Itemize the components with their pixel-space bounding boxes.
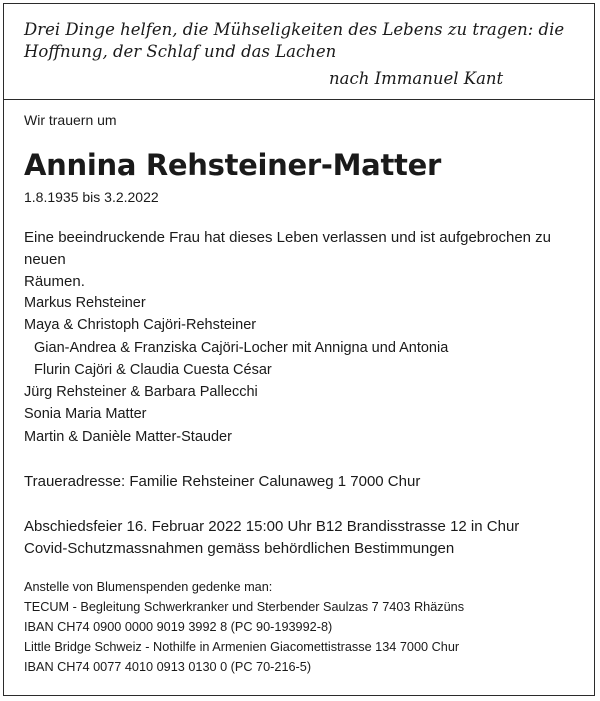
lead-line-2: Räumen.	[24, 273, 85, 290]
donation-line: IBAN CH74 0900 0000 9019 3992 8 (PC 90-193992-8)	[24, 620, 333, 634]
ceremony-line-2: Covid-Schutzmassnahmen gemäss behördlichen Bestimmungen	[24, 540, 455, 557]
ceremony-line-1: Abschiedsfeier 16. Februar 2022 15:00 Uhr B12 Brandisstrasse 12 in Chur	[24, 518, 520, 535]
quote-line-1: Drei Dinge helfen, die Mühseligkeiten des Lebens zu tragen: die	[24, 20, 565, 39]
mourner-entry: Jürg Rehsteiner & Barbara Pallecchi	[24, 384, 258, 401]
intro-text: Wir trauern um	[24, 112, 117, 128]
lead-line-1: Eine beeindruckende Frau hat dieses Leben verlassen und ist aufgebrochen zu neuen	[24, 229, 552, 268]
mourners-list	[24, 292, 448, 448]
mourner-entry: Martin & Danièle Matter-Stauder	[24, 428, 232, 445]
donations-block	[24, 577, 464, 677]
donation-line: IBAN CH74 0077 4010 0913 0130 0 (PC 70-216-5)	[24, 660, 312, 674]
donations-heading: Anstelle von Blumenspenden gedenke man:	[24, 580, 273, 594]
mourner-entry: Gian-Andrea & Franziska Cajöri-Locher mit Annigna und Antonia	[34, 339, 449, 356]
donation-line: TECUM - Begleitung Schwerkranker und Sterbender Saulzas 7 7403 Rhäzüns	[24, 600, 465, 614]
quote-line-2: Hoffnung, der Schlaf und das Lachen	[24, 42, 337, 61]
mourning-address: Traueradresse: Familie Rehsteiner Calunaweg 1 7000 Chur	[24, 473, 421, 490]
mourner-entry: Sonia Maria Matter	[24, 406, 147, 423]
ceremony-info	[24, 516, 519, 560]
mourner-entry: Maya & Christoph Cajöri-Rehsteiner	[24, 317, 257, 334]
life-dates: 1.8.1935 bis 3.2.2022	[24, 189, 159, 205]
deceased-name: Annina Rehsteiner-Matter	[24, 148, 441, 182]
mourner-entry: Markus Rehsteiner	[24, 295, 146, 311]
quote-attribution: nach Immanuel Kant	[329, 69, 504, 88]
epigraph-quote	[24, 19, 565, 88]
mourner-entry: Flurin Cajöri & Claudia Cuesta César	[34, 361, 272, 378]
lead-paragraph	[24, 227, 574, 293]
divider-rule	[3, 99, 595, 100]
donation-line: Little Bridge Schweiz - Nothilfe in Armenien Giacomettistrasse 134 7000 Chur	[24, 640, 460, 654]
